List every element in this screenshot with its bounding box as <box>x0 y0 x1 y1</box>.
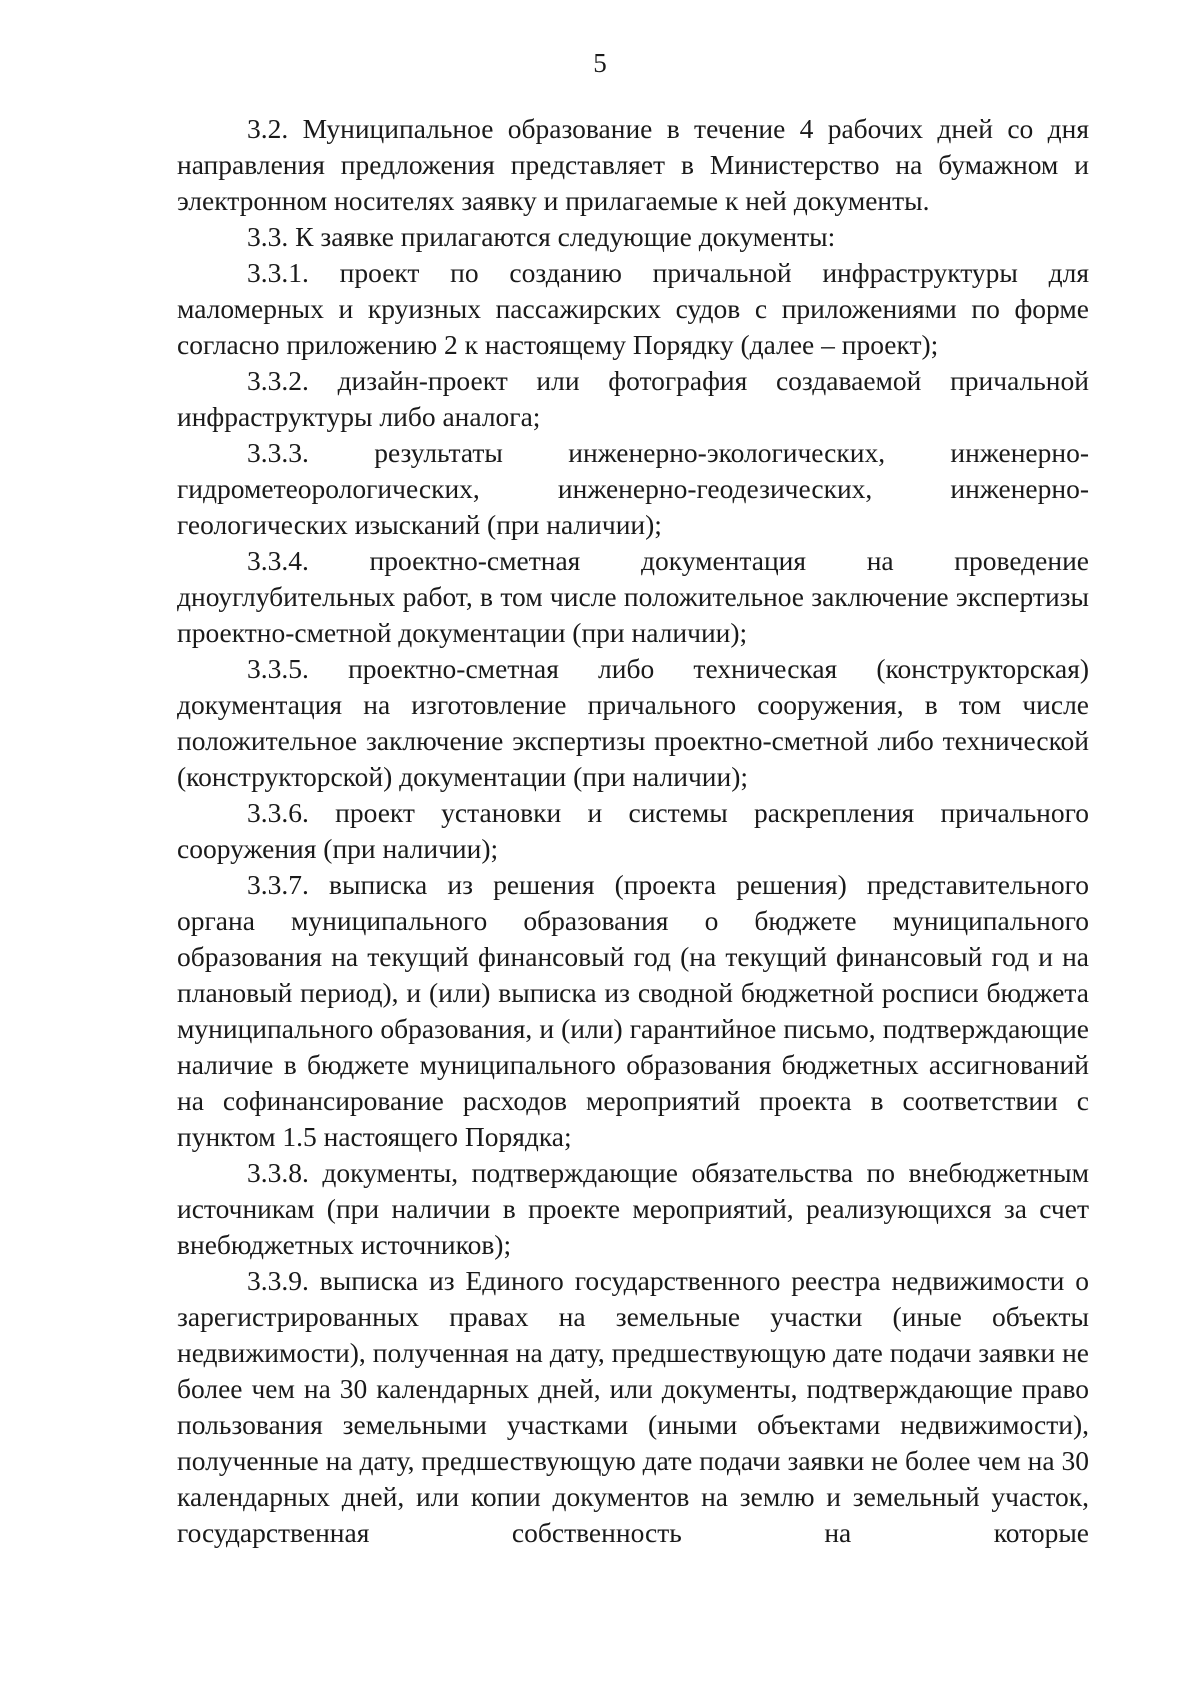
paragraph-3-3-5: 3.3.5. проектно-сметная либо техническая (конструкторская) документация на изготовление причального сооружения, в том числе положительное заключение экспертизы проектно-сметной либо технической (конструкторской) документации (при наличии); <box>177 653 1089 792</box>
document-body <box>177 111 1089 1551</box>
paragraph-3-2: 3.2. Муниципальное образование в течение 4 рабочих дней со дня направления предложения представляет в Министерство на бумажном и электронном носителях заявку и прилагаемые к ней документы. <box>177 113 1089 216</box>
page-number: 5 <box>593 48 607 78</box>
paragraph-3-3-1: 3.3.1. проект по созданию причальной инфраструктуры для маломерных и круизных пассажирских судов с приложениями по форме согласно приложению 2 к настоящему Порядку (далее – проект); <box>177 257 1089 360</box>
paragraph-3-3-9: 3.3.9. выписка из Единого государственного реестра недвижимости о зарегистрированных правах на земельные участки (иные объекты недвижимости), полученная на дату, предшествующую дате подачи заявки не более чем на 30 календарных дней, или документы, подтверждающие право пользования земельными участками (иными объектами недвижимости), полученные на дату, предшествующую дате подачи заявки не более чем на 30 календарных дней, или копии документов на землю и земельный участок, государственная собственность на которые <box>177 1265 1089 1548</box>
paragraph-3-3-4: 3.3.4. проектно-сметная документация на проведение дноуглубительных работ, в том числе положительное заключение экспертизы проектно-сметной документации (при наличии); <box>177 545 1089 648</box>
paragraph-3-3-8: 3.3.8. документы, подтверждающие обязательства по внебюджетным источникам (при наличии в проекте мероприятий, реализующихся за счет внебюджетных источников); <box>177 1157 1089 1260</box>
paragraph-3-3-6: 3.3.6. проект установки и системы раскрепления причального сооружения (при наличии); <box>177 797 1089 864</box>
paragraph-3-3-7: 3.3.7. выписка из решения (проекта решения) представительного органа муниципального образования о бюджете муниципального образования на текущий финансовый год (на текущий финансовый год и на плановый период), и (или) выписка из сводной бюджетной росписи бюджета муниципального образования, и (или) гарантийное письмо, подтверждающие наличие в бюджете муниципального образования бюджетных ассигнований на софинансирование расходов мероприятий проекта в соответствии с пунктом 1.5 настоящего Порядка; <box>177 869 1089 1152</box>
paragraph-3-3: 3.3. К заявке прилагаются следующие документы: <box>247 221 836 252</box>
paragraph-3-3-3: 3.3.3. результаты инженерно-экологических, инженерно-гидрометеорологических, инженерно-геодезических, инженерно-геологических изысканий (при наличии); <box>177 437 1089 540</box>
paragraph-3-3-2: 3.3.2. дизайн-проект или фотография создаваемой причальной инфраструктуры либо аналога; <box>177 365 1089 432</box>
